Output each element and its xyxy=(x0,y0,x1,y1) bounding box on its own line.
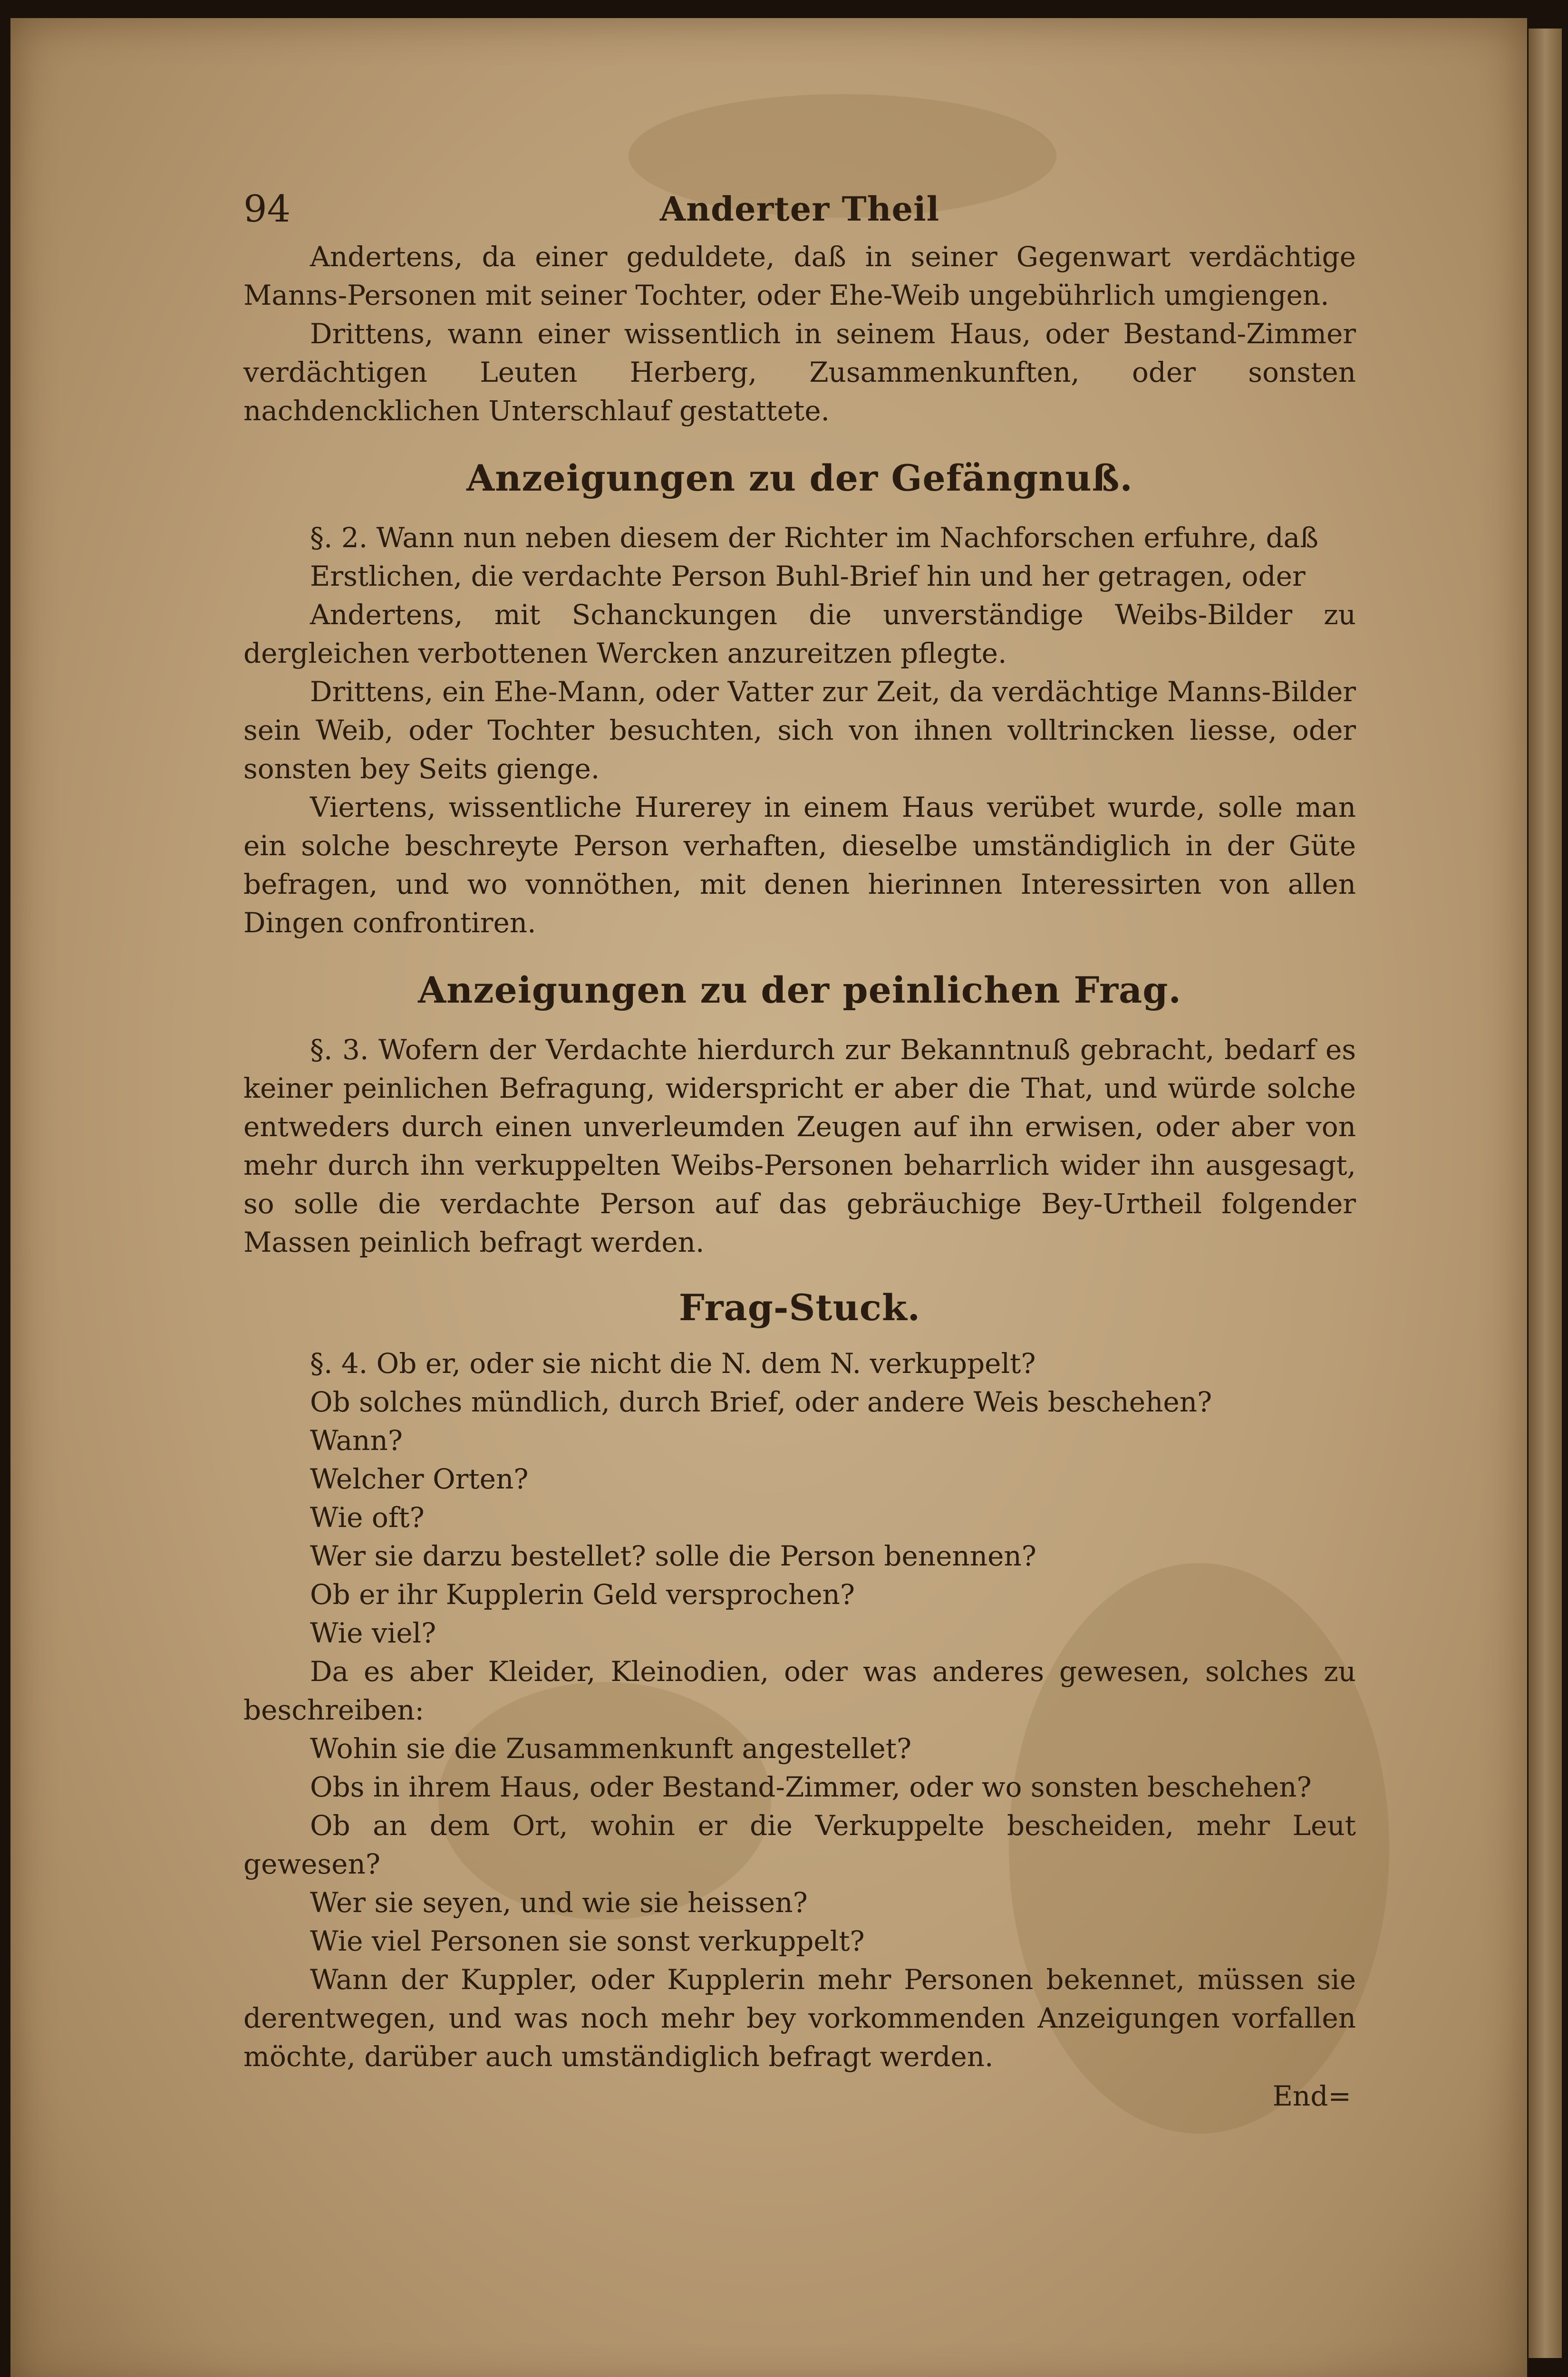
question-line: Wie viel Personen sie sonst verkuppelt? xyxy=(310,1925,865,1957)
question-line: Da es aber Kleider, Kleinodien, oder was anderes gewesen, solches zu beschreiben: xyxy=(243,1655,1356,1726)
running-header xyxy=(243,185,1356,238)
question-line: Wie viel? xyxy=(310,1617,436,1649)
page-content xyxy=(243,185,1356,2116)
paragraph: §. 2. Wann nun neben diesem der Richter im Nachforschen erfuhre, daß xyxy=(310,522,1318,554)
question-line: Wann der Kuppler, oder Kupplerin mehr Personen bekennet, müssen sie derentwegen, und was noch mehr bey vorkommenden Anzeigungen vorfallen möchte, darüber auch umständiglich befragt werden. xyxy=(243,1963,1356,2073)
question-line: Ob er ihr Kupplerin Geld versprochen? xyxy=(310,1578,855,1611)
question-line: Ob solches mündlich, durch Brief, oder andere Weis beschehen? xyxy=(310,1386,1212,1418)
section-heading: Anzeigungen zu der peinlichen Frag. xyxy=(418,969,1181,1011)
section-heading: Frag-Stuck. xyxy=(678,1286,921,1329)
page-number: 94 xyxy=(243,188,291,231)
intro-paragraph: Andertens, da einer geduldete, daß in seiner Gegenwart verdächtige Manns-Personen mit seiner Tochter, oder Ehe-Weib ungebührlich umgiengen. xyxy=(243,241,1356,311)
question-line: Ob an dem Ort, wohin er die Verkuppelte bescheiden, mehr Leut gewesen? xyxy=(243,1809,1356,1880)
question-line: Welcher Orten? xyxy=(310,1463,529,1495)
question-line: Wann? xyxy=(310,1424,403,1457)
question-line: Wer sie darzu bestellet? solle die Person benennen? xyxy=(310,1540,1036,1572)
section-heading: Anzeigungen zu der Gefängnuß. xyxy=(466,457,1133,499)
catchword: End= xyxy=(1272,2080,1351,2112)
question-line: Obs in ihrem Haus, oder Bestand-Zimmer, oder wo sonsten beschehen? xyxy=(310,1771,1312,1803)
page-edge xyxy=(1529,29,1562,2358)
question-line: Wer sie seyen, und wie sie heissen? xyxy=(310,1886,808,1919)
intro-paragraph: Drittens, wann einer wissentlich in seinem Haus, oder Bestand-Zimmer verdächtigen Leuten Herberg, Zusammenkunften, oder sonsten nachdencklichen Unterschlauf gestattete. xyxy=(243,318,1356,427)
question-line: §. 4. Ob er, oder sie nicht die N. dem N. verkuppelt? xyxy=(310,1347,1036,1380)
paragraph: Erstlichen, die verdachte Person Buhl-Brief hin und her getragen, oder xyxy=(310,560,1306,592)
running-title: Anderter Theil xyxy=(659,189,940,229)
question-line: Wohin sie die Zusammenkunft angestellet? xyxy=(310,1732,912,1765)
question-line: Wie oft? xyxy=(310,1501,425,1534)
paragraph: Andertens, mit Schanckungen die unverständige Weibs-Bilder zu dergleichen verbottenen Wercken anzureitzen pflegte. xyxy=(243,599,1356,669)
paragraph: Viertens, wissentliche Hurerey in einem Haus verübet wurde, solle man ein solche beschreyte Person verhaften, dieselbe umständiglich in der Güte befragen, und wo vonnöthen, mit denen hierinnen Interessirten von allen Dingen confrontiren. xyxy=(243,791,1356,939)
paragraph: §. 3. Wofern der Verdachte hierdurch zur Bekanntnuß gebracht, bedarf es keiner peinlichen Befragung, widerspricht er aber die That, und würde solche entweders durch einen unverleumden Zeugen auf ihn erwisen, oder aber von mehr durch ihn verkuppelten Weibs-Personen beharrlich wider ihn ausgesagt, so solle die verdachte Person auf das gebräuchige Bey-Urtheil folgender Massen peinlich befragt werden. xyxy=(243,1034,1356,1258)
paragraph: Drittens, ein Ehe-Mann, oder Vatter zur Zeit, da verdächtige Manns-Bilder sein Weib, oder Tochter besuchten, sich von ihnen volltrincken liesse, oder sonsten bey Seits gienge. xyxy=(243,676,1356,785)
